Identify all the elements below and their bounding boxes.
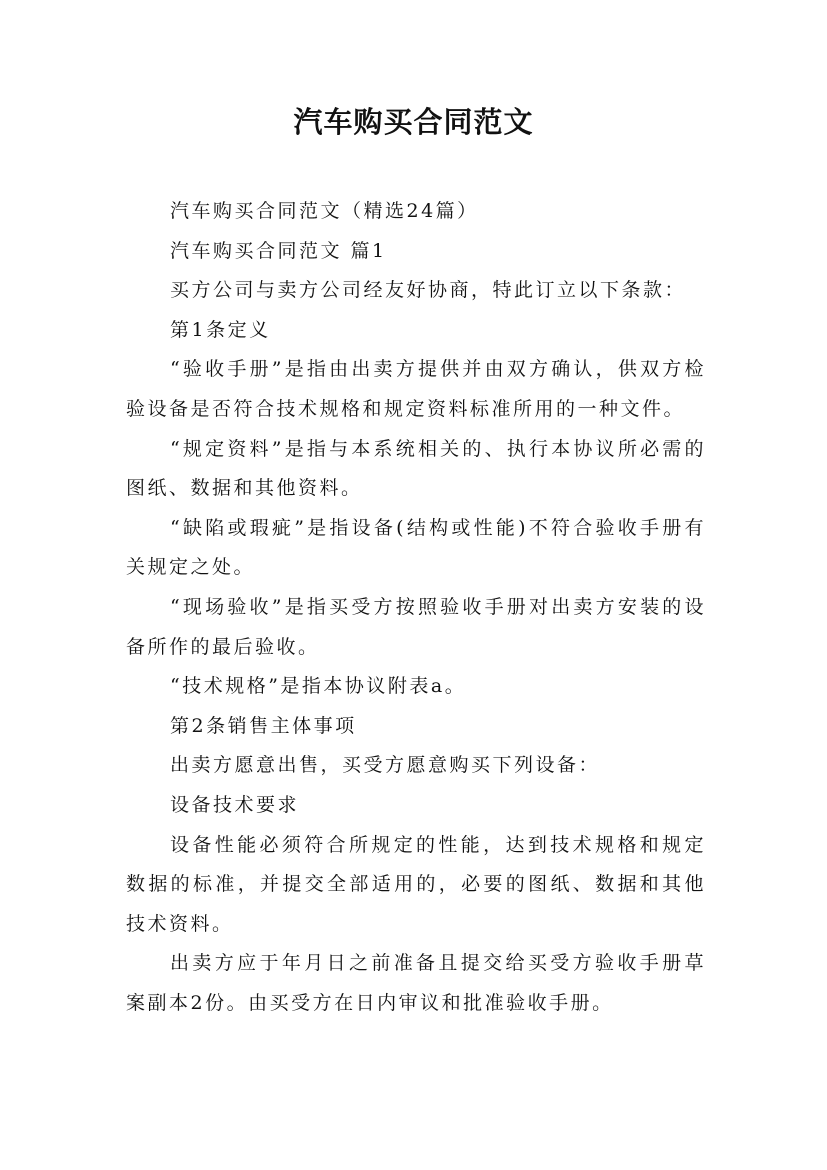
paragraph: “技术规格”是指本协议附表a。 <box>170 675 467 698</box>
paragraph: 出卖方愿意出售，买受方愿意购买下列设备： <box>170 754 601 777</box>
paragraph: “规定资料”是指与本系统相关的、执行本协议所必需的图纸、数据和其他资料。 <box>126 437 706 500</box>
paragraph: “现场验收”是指买受方按照验收手册对出卖方安装的设备所作的最后验收。 <box>126 595 706 658</box>
paragraph: 设备技术要求 <box>170 793 300 816</box>
paragraph: 第1条定义 <box>170 318 271 341</box>
document-title: 汽车购买合同范文 <box>293 105 534 139</box>
paragraph: “缺陷或瑕疵”是指设备(结构或性能)不符合验收手册有关规定之处。 <box>126 516 706 579</box>
document-body <box>126 192 706 1023</box>
paragraph: 汽车购买合同范文（精选24篇） <box>170 200 479 222</box>
paragraph: 第2条销售主体事项 <box>170 714 357 737</box>
paragraph: “验收手册”是指由出卖方提供并由双方确认，供双方检验设备是否符合技术规格和规定资料标准所用的一种文件。 <box>126 358 706 420</box>
paragraph: 买方公司与卖方公司经友好协商，特此订立以下条款： <box>170 279 687 302</box>
paragraph: 出卖方应于年月日之前准备且提交给买受方验收手册草案副本2份。由买受方在日内审议和批准验收手册。 <box>126 952 706 1014</box>
paragraph: 设备性能必须符合所规定的性能，达到技术规格和规定数据的标准，并提交全部适用的，必要的图纸、数据和其他技术资料。 <box>126 833 706 935</box>
paragraph: 汽车购买合同范文 篇1 <box>170 239 387 262</box>
